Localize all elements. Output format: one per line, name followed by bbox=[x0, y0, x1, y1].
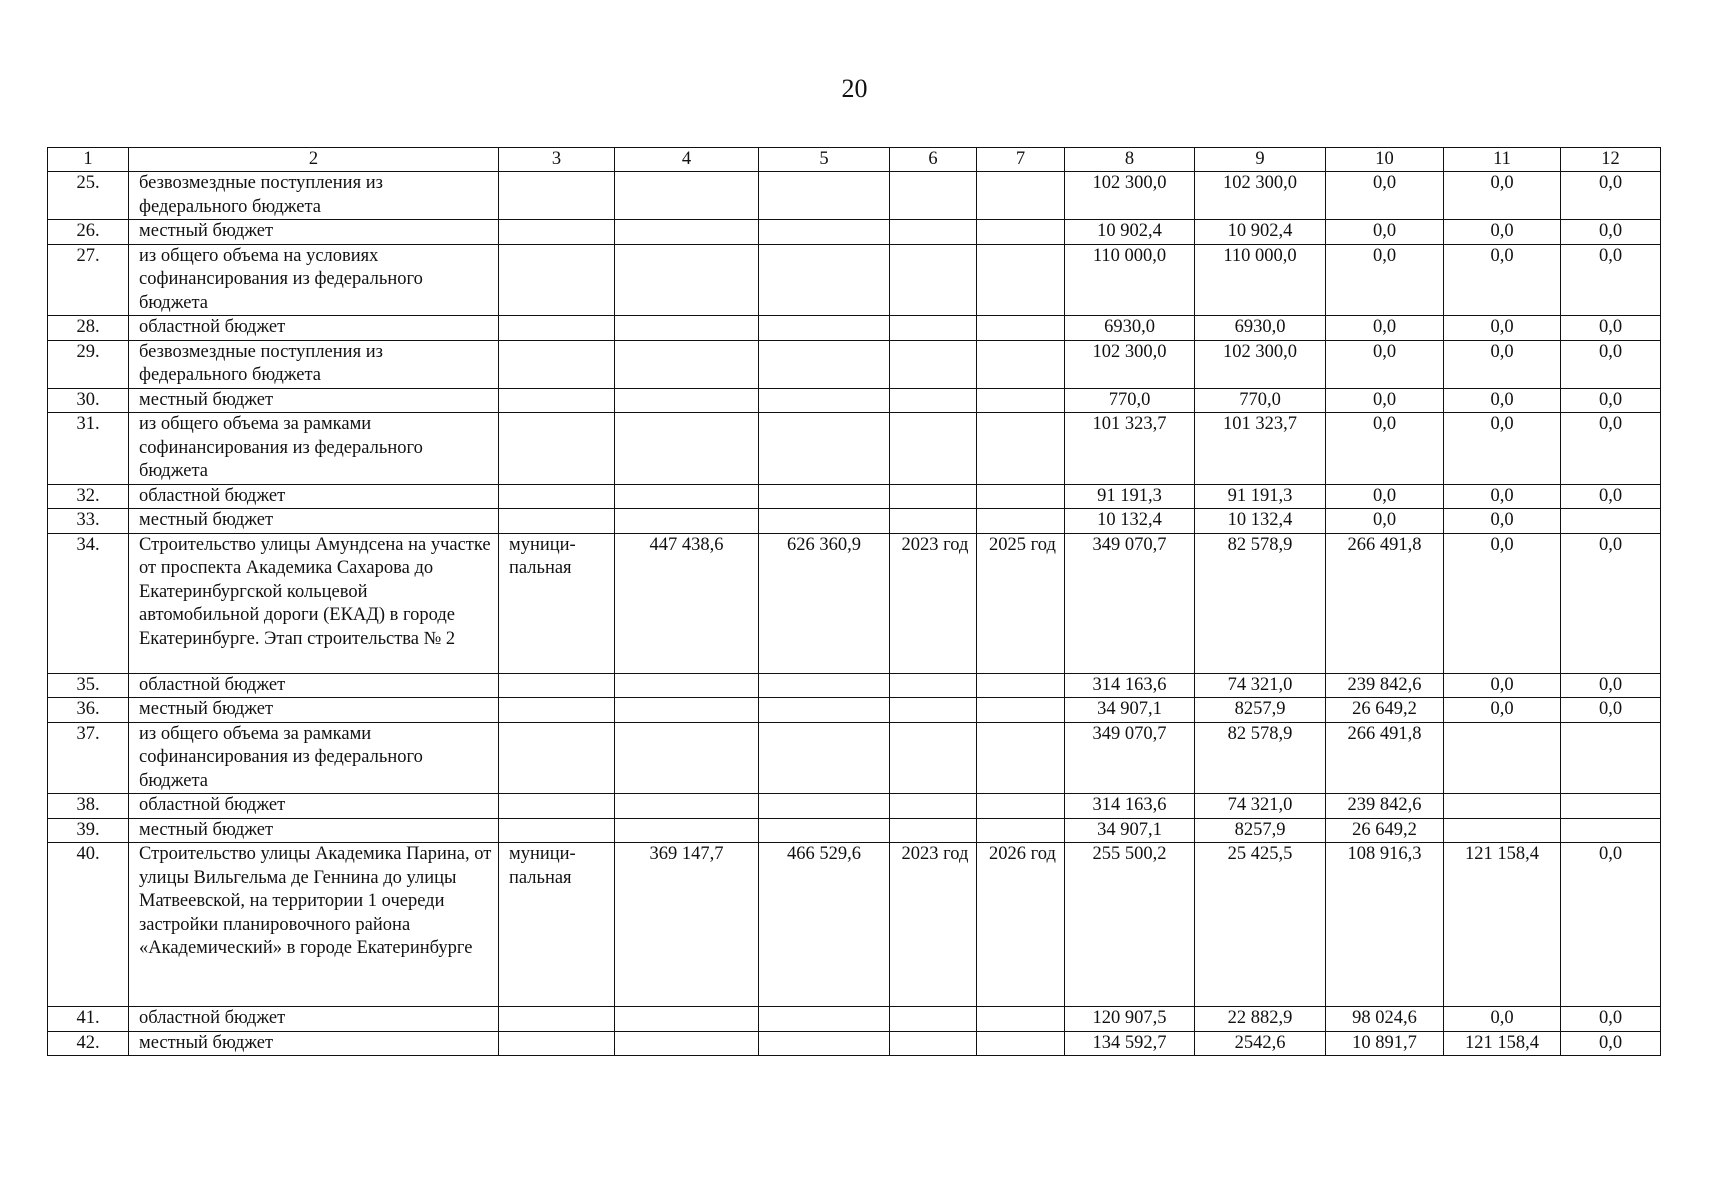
table-row bbox=[48, 509, 1661, 534]
value-col-10: 0,0 bbox=[1326, 413, 1444, 485]
end-year bbox=[977, 1031, 1065, 1056]
value-col-5 bbox=[759, 316, 890, 341]
ownership-type bbox=[499, 1007, 615, 1032]
ownership-type bbox=[499, 388, 615, 413]
table-row bbox=[48, 843, 1661, 1007]
value-col-9: 91 191,3 bbox=[1195, 484, 1326, 509]
end-year bbox=[977, 413, 1065, 485]
table-row bbox=[48, 316, 1661, 341]
start-year bbox=[890, 794, 977, 819]
value-col-9: 6930,0 bbox=[1195, 316, 1326, 341]
value-col-5 bbox=[759, 484, 890, 509]
value-col-9: 74 321,0 bbox=[1195, 673, 1326, 698]
value-col-11: 0,0 bbox=[1444, 1007, 1561, 1032]
page-number: 20 bbox=[841, 74, 868, 103]
value-col-10: 0,0 bbox=[1326, 484, 1444, 509]
value-col-8: 134 592,7 bbox=[1065, 1031, 1195, 1056]
value-col-10: 0,0 bbox=[1326, 172, 1444, 220]
value-col-4 bbox=[615, 1007, 759, 1032]
table-row bbox=[48, 533, 1661, 673]
header-cell-8: 8 bbox=[1065, 148, 1195, 172]
value-col-11 bbox=[1444, 818, 1561, 843]
ownership-type bbox=[499, 698, 615, 723]
row-number: 32. bbox=[48, 484, 129, 509]
row-description: Строительство улицы Академика Парина, от улицы Вильгельма де Геннина до улицы Матвеевской, на территории 1 очереди застройки планировочного района «Академический» в городе Екатеринбурге bbox=[129, 843, 499, 1007]
value-col-8: 314 163,6 bbox=[1065, 794, 1195, 819]
value-col-11: 0,0 bbox=[1444, 340, 1561, 388]
start-year bbox=[890, 388, 977, 413]
value-col-5: 626 360,9 bbox=[759, 533, 890, 673]
value-col-5 bbox=[759, 698, 890, 723]
row-description: областной бюджет bbox=[129, 484, 499, 509]
table-row bbox=[48, 673, 1661, 698]
header-cell-12: 12 bbox=[1561, 148, 1661, 172]
value-col-4 bbox=[615, 509, 759, 534]
value-col-5 bbox=[759, 388, 890, 413]
row-description: местный бюджет bbox=[129, 698, 499, 723]
row-number: 38. bbox=[48, 794, 129, 819]
value-col-4 bbox=[615, 673, 759, 698]
row-number: 42. bbox=[48, 1031, 129, 1056]
value-col-10: 26 649,2 bbox=[1326, 698, 1444, 723]
start-year bbox=[890, 698, 977, 723]
start-year bbox=[890, 673, 977, 698]
value-col-9: 22 882,9 bbox=[1195, 1007, 1326, 1032]
ownership-type bbox=[499, 340, 615, 388]
end-year bbox=[977, 388, 1065, 413]
row-number: 27. bbox=[48, 244, 129, 316]
table-row bbox=[48, 818, 1661, 843]
start-year: 2023 год bbox=[890, 533, 977, 673]
row-description: местный бюджет bbox=[129, 1031, 499, 1056]
row-description: областной бюджет bbox=[129, 673, 499, 698]
value-col-10: 0,0 bbox=[1326, 509, 1444, 534]
end-year: 2025 год bbox=[977, 533, 1065, 673]
value-col-8: 10 132,4 bbox=[1065, 509, 1195, 534]
row-number: 39. bbox=[48, 818, 129, 843]
value-col-4 bbox=[615, 722, 759, 794]
value-col-10: 0,0 bbox=[1326, 316, 1444, 341]
end-year: 2026 год bbox=[977, 843, 1065, 1007]
value-col-9: 10 902,4 bbox=[1195, 220, 1326, 245]
start-year bbox=[890, 722, 977, 794]
ownership-type bbox=[499, 722, 615, 794]
end-year bbox=[977, 818, 1065, 843]
value-col-10: 239 842,6 bbox=[1326, 794, 1444, 819]
value-col-10: 0,0 bbox=[1326, 340, 1444, 388]
value-col-8: 255 500,2 bbox=[1065, 843, 1195, 1007]
row-number: 30. bbox=[48, 388, 129, 413]
table-row bbox=[48, 698, 1661, 723]
start-year bbox=[890, 1031, 977, 1056]
value-col-11: 0,0 bbox=[1444, 388, 1561, 413]
value-col-5 bbox=[759, 794, 890, 819]
ownership-type bbox=[499, 673, 615, 698]
value-col-4 bbox=[615, 1031, 759, 1056]
value-col-5 bbox=[759, 340, 890, 388]
value-col-4: 447 438,6 bbox=[615, 533, 759, 673]
value-col-12: 0,0 bbox=[1561, 698, 1661, 723]
table-row bbox=[48, 413, 1661, 485]
row-description: областной бюджет bbox=[129, 794, 499, 819]
value-col-11: 0,0 bbox=[1444, 413, 1561, 485]
value-col-11: 0,0 bbox=[1444, 316, 1561, 341]
row-description: безвозмездные поступления из федерального бюджета bbox=[129, 172, 499, 220]
row-description: местный бюджет bbox=[129, 388, 499, 413]
value-col-9: 82 578,9 bbox=[1195, 722, 1326, 794]
end-year bbox=[977, 673, 1065, 698]
value-col-8: 10 902,4 bbox=[1065, 220, 1195, 245]
row-description: из общего объема на условиях софинансирования из федерального бюджета bbox=[129, 244, 499, 316]
row-number: 37. bbox=[48, 722, 129, 794]
end-year bbox=[977, 509, 1065, 534]
end-year bbox=[977, 484, 1065, 509]
value-col-8: 34 907,1 bbox=[1065, 698, 1195, 723]
end-year bbox=[977, 220, 1065, 245]
value-col-11: 0,0 bbox=[1444, 172, 1561, 220]
start-year bbox=[890, 244, 977, 316]
row-description: областной бюджет bbox=[129, 1007, 499, 1032]
value-col-11: 0,0 bbox=[1444, 484, 1561, 509]
value-col-4 bbox=[615, 794, 759, 819]
row-description: Строительство улицы Амундсена на участке от проспекта Академика Сахарова до Екатеринбургской кольцевой автомобильной дороги (ЕКАД) в городе Екатеринбурге. Этап строительства № 2 bbox=[129, 533, 499, 673]
table-row bbox=[48, 1031, 1661, 1056]
value-col-9: 25 425,5 bbox=[1195, 843, 1326, 1007]
row-description: из общего объема за рамками софинансирования из федерального бюджета bbox=[129, 413, 499, 485]
value-col-9: 82 578,9 bbox=[1195, 533, 1326, 673]
start-year bbox=[890, 484, 977, 509]
ownership-type bbox=[499, 818, 615, 843]
value-col-9: 74 321,0 bbox=[1195, 794, 1326, 819]
value-col-5 bbox=[759, 244, 890, 316]
row-number: 25. bbox=[48, 172, 129, 220]
value-col-5 bbox=[759, 413, 890, 485]
end-year bbox=[977, 172, 1065, 220]
start-year bbox=[890, 413, 977, 485]
table-row bbox=[48, 1007, 1661, 1032]
value-col-9: 8257,9 bbox=[1195, 818, 1326, 843]
value-col-11: 0,0 bbox=[1444, 533, 1561, 673]
value-col-9: 102 300,0 bbox=[1195, 172, 1326, 220]
end-year bbox=[977, 1007, 1065, 1032]
ownership-type: муници- пальная bbox=[499, 843, 615, 1007]
value-col-5 bbox=[759, 722, 890, 794]
value-col-10: 266 491,8 bbox=[1326, 722, 1444, 794]
value-col-5 bbox=[759, 509, 890, 534]
value-col-8: 91 191,3 bbox=[1065, 484, 1195, 509]
table-row bbox=[48, 244, 1661, 316]
value-col-10: 10 891,7 bbox=[1326, 1031, 1444, 1056]
value-col-5 bbox=[759, 220, 890, 245]
value-col-12: 0,0 bbox=[1561, 340, 1661, 388]
row-number: 29. bbox=[48, 340, 129, 388]
value-col-11: 0,0 bbox=[1444, 244, 1561, 316]
value-col-5: 466 529,6 bbox=[759, 843, 890, 1007]
value-col-8: 102 300,0 bbox=[1065, 340, 1195, 388]
value-col-12: 0,0 bbox=[1561, 316, 1661, 341]
row-number: 41. bbox=[48, 1007, 129, 1032]
value-col-9: 10 132,4 bbox=[1195, 509, 1326, 534]
end-year bbox=[977, 244, 1065, 316]
value-col-8: 349 070,7 bbox=[1065, 722, 1195, 794]
value-col-4 bbox=[615, 818, 759, 843]
value-col-11: 121 158,4 bbox=[1444, 843, 1561, 1007]
value-col-12: 0,0 bbox=[1561, 388, 1661, 413]
ownership-type bbox=[499, 1031, 615, 1056]
value-col-12 bbox=[1561, 722, 1661, 794]
row-number: 26. bbox=[48, 220, 129, 245]
value-col-12: 0,0 bbox=[1561, 1007, 1661, 1032]
row-description: местный бюджет bbox=[129, 220, 499, 245]
row-number: 36. bbox=[48, 698, 129, 723]
table-row bbox=[48, 484, 1661, 509]
value-col-11: 0,0 bbox=[1444, 509, 1561, 534]
header-row bbox=[48, 148, 1661, 172]
header-cell-5: 5 bbox=[759, 148, 890, 172]
value-col-4 bbox=[615, 413, 759, 485]
value-col-12: 0,0 bbox=[1561, 533, 1661, 673]
ownership-type bbox=[499, 794, 615, 819]
value-col-4 bbox=[615, 388, 759, 413]
value-col-12: 0,0 bbox=[1561, 843, 1661, 1007]
header-cell-6: 6 bbox=[890, 148, 977, 172]
ownership-type bbox=[499, 484, 615, 509]
header-cell-4: 4 bbox=[615, 148, 759, 172]
value-col-5 bbox=[759, 818, 890, 843]
end-year bbox=[977, 340, 1065, 388]
row-description: из общего объема за рамками софинансирования из федерального бюджета bbox=[129, 722, 499, 794]
value-col-9: 101 323,7 bbox=[1195, 413, 1326, 485]
value-col-10: 0,0 bbox=[1326, 244, 1444, 316]
row-number: 40. bbox=[48, 843, 129, 1007]
value-col-4 bbox=[615, 484, 759, 509]
value-col-4 bbox=[615, 316, 759, 341]
value-col-5 bbox=[759, 172, 890, 220]
value-col-12: 0,0 bbox=[1561, 484, 1661, 509]
value-col-4: 369 147,7 bbox=[615, 843, 759, 1007]
value-col-12 bbox=[1561, 818, 1661, 843]
value-col-10: 0,0 bbox=[1326, 220, 1444, 245]
value-col-4 bbox=[615, 172, 759, 220]
start-year bbox=[890, 509, 977, 534]
row-description: областной бюджет bbox=[129, 316, 499, 341]
table-row bbox=[48, 722, 1661, 794]
value-col-8: 770,0 bbox=[1065, 388, 1195, 413]
value-col-8: 349 070,7 bbox=[1065, 533, 1195, 673]
end-year bbox=[977, 794, 1065, 819]
end-year bbox=[977, 316, 1065, 341]
value-col-11 bbox=[1444, 794, 1561, 819]
value-col-8: 102 300,0 bbox=[1065, 172, 1195, 220]
table-row bbox=[48, 340, 1661, 388]
value-col-12 bbox=[1561, 794, 1661, 819]
value-col-12 bbox=[1561, 509, 1661, 534]
row-description: местный бюджет bbox=[129, 818, 499, 843]
value-col-9: 110 000,0 bbox=[1195, 244, 1326, 316]
header-cell-11: 11 bbox=[1444, 148, 1561, 172]
table-body bbox=[48, 148, 1661, 1056]
value-col-10: 0,0 bbox=[1326, 388, 1444, 413]
value-col-11: 0,0 bbox=[1444, 673, 1561, 698]
header-cell-3: 3 bbox=[499, 148, 615, 172]
value-col-12: 0,0 bbox=[1561, 220, 1661, 245]
budget-table bbox=[47, 147, 1661, 1056]
ownership-type bbox=[499, 316, 615, 341]
value-col-10: 239 842,6 bbox=[1326, 673, 1444, 698]
value-col-5 bbox=[759, 673, 890, 698]
value-col-11: 0,0 bbox=[1444, 220, 1561, 245]
end-year bbox=[977, 722, 1065, 794]
header-cell-2: 2 bbox=[129, 148, 499, 172]
ownership-type: муници- пальная bbox=[499, 533, 615, 673]
header-cell-1: 1 bbox=[48, 148, 129, 172]
value-col-12: 0,0 bbox=[1561, 413, 1661, 485]
ownership-type bbox=[499, 172, 615, 220]
value-col-8: 314 163,6 bbox=[1065, 673, 1195, 698]
value-col-12: 0,0 bbox=[1561, 172, 1661, 220]
value-col-8: 34 907,1 bbox=[1065, 818, 1195, 843]
start-year bbox=[890, 340, 977, 388]
value-col-12: 0,0 bbox=[1561, 244, 1661, 316]
table-row bbox=[48, 172, 1661, 220]
table-row bbox=[48, 388, 1661, 413]
value-col-12: 0,0 bbox=[1561, 1031, 1661, 1056]
start-year bbox=[890, 1007, 977, 1032]
value-col-8: 101 323,7 bbox=[1065, 413, 1195, 485]
value-col-8: 110 000,0 bbox=[1065, 244, 1195, 316]
row-description: безвозмездные поступления из федерального бюджета bbox=[129, 340, 499, 388]
value-col-10: 26 649,2 bbox=[1326, 818, 1444, 843]
value-col-9: 770,0 bbox=[1195, 388, 1326, 413]
value-col-4 bbox=[615, 340, 759, 388]
value-col-10: 108 916,3 bbox=[1326, 843, 1444, 1007]
table-row bbox=[48, 794, 1661, 819]
end-year bbox=[977, 698, 1065, 723]
table-row bbox=[48, 220, 1661, 245]
value-col-4 bbox=[615, 698, 759, 723]
value-col-9: 2542,6 bbox=[1195, 1031, 1326, 1056]
start-year bbox=[890, 220, 977, 245]
row-number: 28. bbox=[48, 316, 129, 341]
value-col-12: 0,0 bbox=[1561, 673, 1661, 698]
header-cell-7: 7 bbox=[977, 148, 1065, 172]
value-col-8: 120 907,5 bbox=[1065, 1007, 1195, 1032]
value-col-9: 8257,9 bbox=[1195, 698, 1326, 723]
row-number: 35. bbox=[48, 673, 129, 698]
value-col-9: 102 300,0 bbox=[1195, 340, 1326, 388]
row-number: 34. bbox=[48, 533, 129, 673]
value-col-4 bbox=[615, 220, 759, 245]
start-year bbox=[890, 316, 977, 341]
ownership-type bbox=[499, 413, 615, 485]
row-number: 31. bbox=[48, 413, 129, 485]
value-col-8: 6930,0 bbox=[1065, 316, 1195, 341]
value-col-11: 0,0 bbox=[1444, 698, 1561, 723]
value-col-11 bbox=[1444, 722, 1561, 794]
start-year bbox=[890, 818, 977, 843]
row-description: местный бюджет bbox=[129, 509, 499, 534]
value-col-5 bbox=[759, 1007, 890, 1032]
header-cell-9: 9 bbox=[1195, 148, 1326, 172]
value-col-10: 266 491,8 bbox=[1326, 533, 1444, 673]
ownership-type bbox=[499, 220, 615, 245]
value-col-5 bbox=[759, 1031, 890, 1056]
start-year: 2023 год bbox=[890, 843, 977, 1007]
value-col-11: 121 158,4 bbox=[1444, 1031, 1561, 1056]
ownership-type bbox=[499, 244, 615, 316]
ownership-type bbox=[499, 509, 615, 534]
value-col-4 bbox=[615, 244, 759, 316]
header-cell-10: 10 bbox=[1326, 148, 1444, 172]
row-number: 33. bbox=[48, 509, 129, 534]
start-year bbox=[890, 172, 977, 220]
value-col-10: 98 024,6 bbox=[1326, 1007, 1444, 1032]
